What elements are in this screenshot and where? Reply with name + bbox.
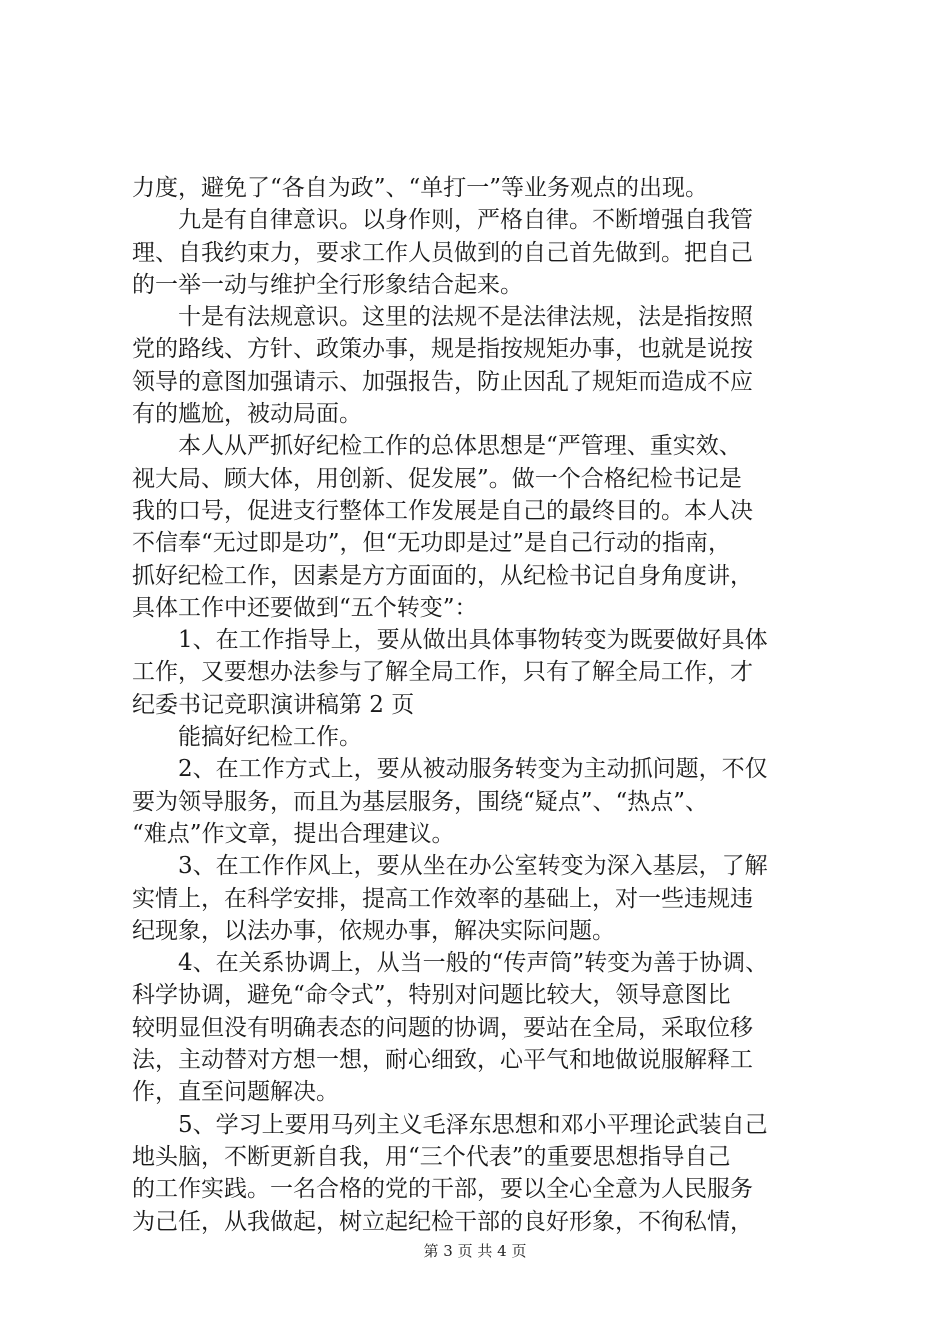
text-line: 较明显但没有明确表态的问题的协调，要站在全局，采取位移 — [132, 1014, 753, 1041]
text-line: 要为领导服务，而且为基层服务，围绕“疑点”、“热点”、 — [132, 788, 709, 815]
text-line: 我的口号，促进支行整体工作发展是自己的最终目的。本人决 — [132, 497, 753, 524]
text-line: 作，直至问题解决。 — [132, 1079, 339, 1106]
text-line: 地头脑，不断更新自我，用“三个代表”的重要思想指导自己 — [132, 1143, 731, 1170]
text-line: 4、在关系协调上，从当一般的“传声筒”转变为善于协调、 — [132, 950, 769, 977]
text-line: 力度，避免了“各自为政”、“单打一”等业务观点的出现。 — [132, 175, 709, 201]
text-line: 2、在工作方式上，要从被动服务转变为主动抓问题，不仅 — [132, 756, 768, 783]
text-line: 九是有自律意识。以身作则，严格自律。不断增强自我管 — [132, 207, 753, 234]
text-line: 科学协调，避免“命令式”，特别对问题比较大，领导意图比 — [132, 982, 731, 1009]
page-footer: 第 3 页 共 4 页 — [423, 1242, 527, 1260]
text-line: 工作，又要想办法参与了解全局工作，只有了解全局工作，才 — [132, 659, 753, 686]
text-line: 的工作实践。一名合格的党的干部，要以全心全意为人民服务 — [132, 1176, 753, 1203]
text-line: 纪委书记竞职演讲稿第 2 页 — [132, 691, 415, 718]
text-line: 抓好纪检工作，因素是方方面面的，从纪检书记自身角度讲， — [132, 562, 753, 589]
text-line: 能搞好纪检工作。 — [132, 724, 362, 751]
document-body — [132, 172, 832, 1238]
text-line: 十是有法规意识。这里的法规不是法律法规，法是指按照 — [132, 304, 753, 331]
text-line: 领导的意图加强请示、加强报告，防止因乱了规矩而造成不应 — [132, 368, 753, 395]
text-line: 不信奉“无过即是功”，但“无功即是过”是自己行动的指南， — [132, 530, 732, 557]
text-line: “难点”作文章，提出合理建议。 — [132, 820, 455, 847]
text-line: 为己任，从我做起，树立起纪检干部的良好形象，不徇私情， — [132, 1208, 753, 1235]
text-line: 的一举一动与维护全行形象结合起来。 — [132, 271, 523, 298]
text-line: 法，主动替对方想一想，耐心细致，心平气和地做说服解释工 — [132, 1047, 753, 1074]
text-line: 具体工作中还要做到“五个转变”： — [132, 594, 478, 621]
text-line: 党的路线、方针、政策办事，规是指按规矩办事，也就是说按 — [132, 336, 753, 363]
text-line: 理、自我约束力，要求工作人员做到的自己首先做到。把自己 — [132, 239, 753, 266]
text-line: 3、在工作作风上，要从坐在办公室转变为深入基层，了解 — [132, 853, 768, 880]
text-line: 5、学习上要用马列主义毛泽东思想和邓小平理论武装自己 — [132, 1111, 768, 1138]
text-line: 1、在工作指导上，要从做出具体事物转变为既要做好具体 — [132, 627, 768, 654]
text-line: 视大局、顾大体，用创新、促发展”。做一个合格纪检书记是 — [132, 465, 742, 492]
text-line: 实情上，在科学安排，提高工作效率的基础上，对一些违规违 — [132, 885, 753, 912]
text-line: 本人从严抓好纪检工作的总体思想是“严管理、重实效、 — [132, 433, 742, 460]
text-line: 有的尴尬，被动局面。 — [132, 401, 362, 428]
text-line: 纪现象，以法办事，依规办事，解决实际问题。 — [132, 917, 615, 944]
